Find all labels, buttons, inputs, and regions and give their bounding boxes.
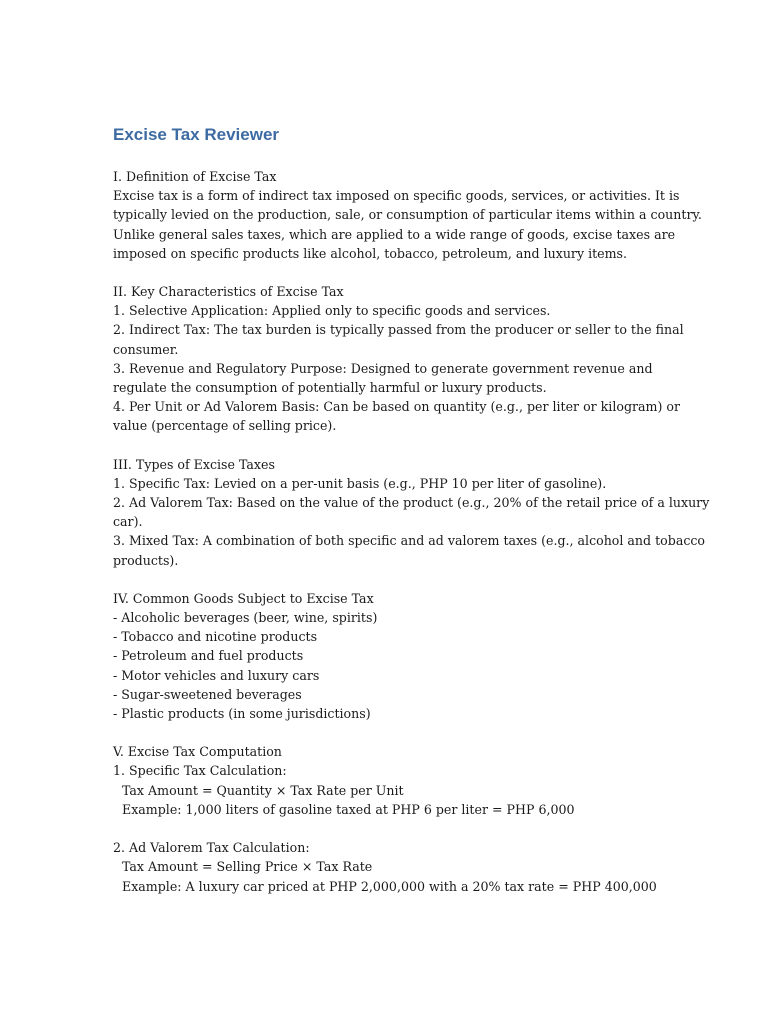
list-item: - Alcoholic beverages (beer, wine, spirits) xyxy=(113,610,378,626)
section-computation-advalorem xyxy=(113,838,673,896)
section-heading: IV. Common Goods Subject to Excise Tax xyxy=(113,590,374,606)
example: Example: A luxury car priced at PHP 2,000,000 with a 20% tax rate = PHP 400,000 xyxy=(122,878,657,894)
section-goods xyxy=(113,589,673,723)
section-computation xyxy=(113,742,673,819)
list-item-continuation: value (percentage of selling price). xyxy=(113,418,337,434)
list-item: 2. Ad Valorem Tax: Based on the value of the product (e.g., 20% of the retail price of a luxury xyxy=(113,495,710,511)
section-heading: II. Key Characteristics of Excise Tax xyxy=(113,284,344,300)
list-item: - Petroleum and fuel products xyxy=(113,648,304,664)
subsection-heading: 2. Ad Valorem Tax Calculation: xyxy=(113,840,310,856)
list-item-continuation: products). xyxy=(113,552,179,568)
document-body xyxy=(113,167,710,915)
section-characteristics xyxy=(113,282,684,436)
paragraph-line: typically levied on the production, sale, or consumption of particular items within a country. xyxy=(113,207,702,223)
list-item-continuation: regulate the consumption of potentially harmful or luxury products. xyxy=(113,380,547,396)
formula: Tax Amount = Selling Price × Tax Rate xyxy=(122,859,373,875)
subsection-heading: 1. Specific Tax Calculation: xyxy=(113,763,287,779)
list-item: 1. Selective Application: Applied only to specific goods and services. xyxy=(113,303,551,319)
example: Example: 1,000 liters of gasoline taxed at PHP 6 per liter = PHP 6,000 xyxy=(122,801,575,817)
section-heading: V. Excise Tax Computation xyxy=(113,744,282,760)
paragraph-line: Excise tax is a form of indirect tax imposed on specific goods, services, or activities. It is xyxy=(113,188,680,204)
formula: Tax Amount = Quantity × Tax Rate per Unit xyxy=(122,782,404,798)
list-item: - Motor vehicles and luxury cars xyxy=(113,667,320,683)
section-heading: I. Definition of Excise Tax xyxy=(113,169,277,184)
list-item: - Tobacco and nicotine products xyxy=(113,629,318,645)
list-item-continuation: consumer. xyxy=(113,341,179,357)
list-item: 1. Specific Tax: Levied on a per-unit basis (e.g., PHP 10 per liter of gasoline). xyxy=(113,475,607,491)
list-item: 2. Indirect Tax: The tax burden is typically passed from the producer or seller to the final xyxy=(113,322,684,338)
paragraph-line: imposed on specific products like alcohol, tobacco, petroleum, and luxury items. xyxy=(113,245,628,261)
list-item: - Sugar-sweetened beverages xyxy=(113,686,302,702)
list-item: - Plastic products (in some jurisdictions) xyxy=(113,706,371,722)
section-definition xyxy=(113,167,702,263)
page-title: Excise Tax Reviewer xyxy=(113,125,280,144)
section-heading: III. Types of Excise Taxes xyxy=(113,456,275,472)
list-item-continuation: car). xyxy=(113,514,143,530)
paragraph-line: Unlike general sales taxes, which are applied to a wide range of goods, excise taxes are xyxy=(113,226,676,242)
list-item: 3. Mixed Tax: A combination of both specific and ad valorem taxes (e.g., alcohol and tobacco xyxy=(113,533,706,549)
list-item: 3. Revenue and Regulatory Purpose: Designed to generate government revenue and xyxy=(113,360,653,376)
list-item: 4. Per Unit or Ad Valorem Basis: Can be based on quantity (e.g., per liter or kilogram) or xyxy=(113,399,681,415)
section-types xyxy=(113,455,710,570)
